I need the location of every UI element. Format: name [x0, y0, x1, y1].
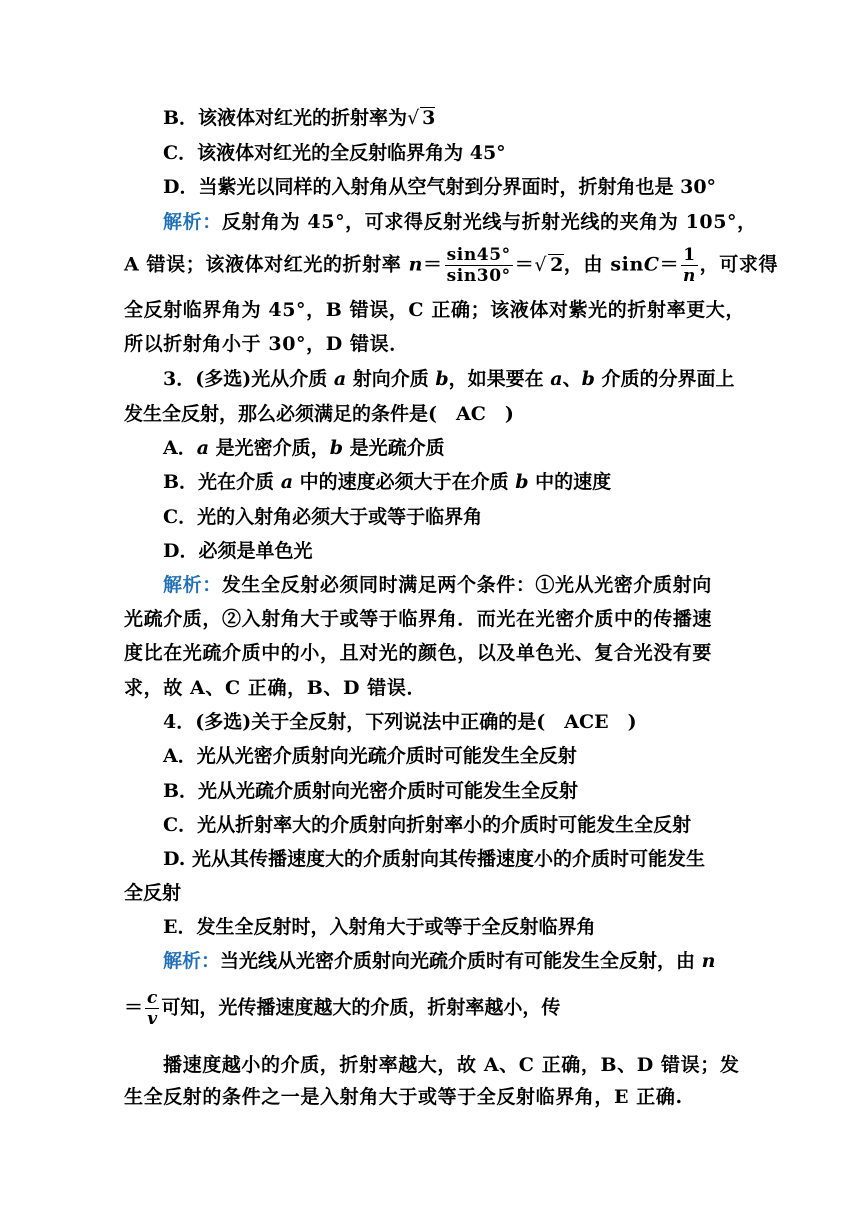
q3-option-b	[163, 469, 611, 495]
q3-option-a	[163, 435, 445, 461]
q2-analysis-text2a: A 错误；该液体对红光的折射率	[124, 253, 409, 276]
q3-stem-part7: )	[485, 403, 514, 425]
eq-sign-4: ＝	[124, 996, 144, 1019]
sqrt-3-value: 3	[422, 107, 436, 129]
q3-b-mid: 中的速度必须大于在介质	[293, 471, 516, 493]
q4-stem-part1: 4．(多选)关于全反射，下列说法中正确的是(	[163, 711, 565, 733]
q2-analysis-text2c: ，可求得	[699, 253, 779, 276]
q4-analysis-line3: 播速度越小的介质，折射率越大，故 A、C 正确，B、D 错误；发	[163, 1054, 740, 1076]
q2-analysis-text1: 反射角为 45°，可求得反射光线与折射光线的夹角为 105°，	[221, 211, 757, 233]
analysis-label: 解析：	[163, 211, 222, 233]
q3-analysis-line1	[163, 572, 712, 598]
q4-analysis-line4: 生全反射的条件之一是入射角大于或等于全反射临界角，E 正确.	[124, 1086, 683, 1108]
q3-analysis-line2: 光疏介质，②入射角大于或等于临界角．而光在光密介质中的传播速	[124, 608, 713, 630]
frac3-numerator: c	[147, 988, 158, 1008]
q2-option-d: D．当紫光以同样的入射角从空气射到分界面时，折射角也是 30°	[163, 176, 717, 198]
var-b: b	[435, 368, 449, 390]
q3-stem-part5: 介质的分界面上	[594, 368, 735, 390]
q3-a-post: 是光疏介质	[342, 437, 445, 459]
q2-analysis-line4: 所以折射角小于 30°，D 错误．	[124, 333, 409, 355]
eq-sign-3: ＝	[659, 253, 680, 276]
var-a-3: a	[196, 437, 210, 459]
q2-option-b-text: B．该液体对红光的折射率为	[163, 107, 408, 129]
q4-analysis-line2	[124, 988, 560, 1029]
var-b-3: b	[329, 437, 343, 459]
q2-analysis-line2	[124, 245, 778, 286]
q3-analysis-line4: 求，故 A、C 正确，B、D 错误．	[124, 677, 427, 699]
q3-a-mid: 是光密介质，	[209, 437, 330, 459]
eq-sign: ＝	[423, 253, 443, 276]
q4-analysis-text1: 当光线从光密介质射向光疏介质时有可能发生全反射，由	[220, 950, 702, 972]
q4-option-b: B．光从光疏介质射向光密介质时可能发生全反射	[163, 780, 579, 802]
q3-option-d: D．必须是单色光	[163, 540, 313, 562]
var-a-2: a	[550, 368, 563, 390]
q2-analysis-text2b: ，由 sin	[563, 253, 644, 276]
q3-analysis-line3: 度比在光疏介质中的小，且对光的颜色，以及单色光、复合光没有要	[124, 642, 713, 664]
q3-answer: AC	[456, 403, 486, 425]
frac-numerator: sin45°	[446, 245, 511, 265]
q4-option-a: A．光从光密介质射向光疏介质时可能发生全反射	[163, 745, 577, 767]
var-b-2: b	[581, 368, 595, 390]
q3-stem-part3: ，如果要在	[448, 368, 551, 390]
frac-denominator: sin30°	[446, 266, 511, 286]
q2-analysis-line3: 全反射临界角为 45°，B 错误，C 正确；该液体对紫光的折射率更大，	[124, 299, 745, 321]
frac2-numerator: 1	[683, 245, 696, 265]
var-b-4: b	[515, 471, 529, 493]
var-a: a	[333, 368, 347, 390]
q2-option-c: C．该液体对红光的全反射临界角为 45°	[163, 142, 506, 164]
frac3-denominator: v	[147, 1009, 158, 1029]
q4-option-e: E．发生全反射时，入射角大于或等于全反射临界角	[163, 916, 596, 938]
q3-stem-line2	[124, 401, 514, 427]
q3-stem-part2: 射向介质	[346, 368, 436, 390]
q4-option-d-line2: 全反射	[124, 882, 182, 904]
q3-analysis-text1: 发生全反射必须同时满足两个条件：①光从光密介质射向	[221, 574, 712, 596]
q3-b-prefix: B．光在介质	[163, 471, 281, 493]
q4-analysis-text2: 可知，光传播速度越大的介质，折射率越小，传	[161, 996, 561, 1019]
q4-stem-part2: )	[608, 711, 637, 733]
q3-a-prefix: A．	[163, 437, 197, 459]
c-over-v-fraction	[145, 988, 159, 1029]
var-a-4: a	[280, 471, 293, 493]
one-over-n-fraction	[681, 245, 697, 286]
q3-stem-part1: 3．(多选)光从介质	[163, 368, 334, 390]
analysis-label: 解析：	[163, 950, 221, 972]
q4-option-c: C．光从折射率大的介质射向折射率小的介质时可能发生全反射	[163, 814, 692, 836]
q4-stem	[163, 709, 637, 735]
sqrt-2-value: 2	[550, 253, 564, 276]
frac2-denominator: n	[682, 266, 696, 286]
q3-stem-part4: 、	[562, 368, 582, 390]
q4-analysis-line1	[163, 948, 715, 974]
q2-option-b	[163, 105, 435, 131]
q2-analysis-line1	[163, 209, 757, 235]
sin-fraction	[445, 245, 513, 286]
q3-stem-line1	[163, 366, 735, 392]
var-n: n	[408, 253, 423, 276]
q3-stem-part6: 发生全反射，那么必须满足的条件是(	[124, 403, 456, 425]
q4-option-d-line1: D. 光从其传播速度大的介质射向其传播速度小的介质时可能发生	[163, 848, 706, 870]
q3-option-c: C．光的入射角必须大于或等于临界角	[163, 506, 483, 528]
q3-b-post: 中的速度	[528, 471, 612, 493]
eq-sign-2: ＝	[514, 253, 535, 276]
radical-sign: √	[534, 253, 548, 276]
q4-answer: ACE	[564, 711, 609, 733]
var-C: C	[643, 253, 660, 276]
var-n-2: n	[701, 950, 716, 972]
radical-sign: √	[407, 107, 420, 129]
analysis-label: 解析：	[163, 574, 222, 596]
